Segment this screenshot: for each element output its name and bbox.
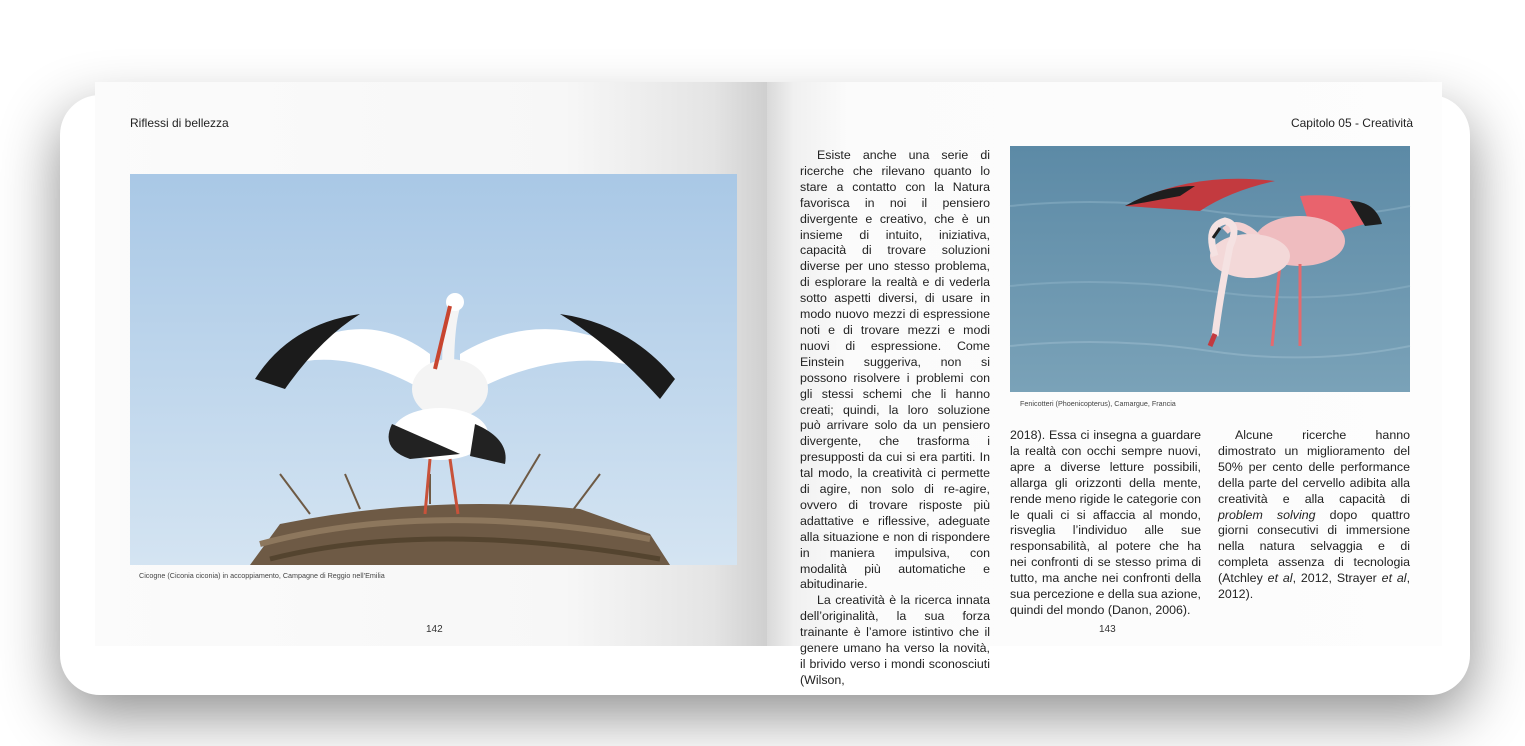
- text-column-3: [1218, 428, 1410, 603]
- running-head-right: Capitolo 05 - Creatività: [1290, 116, 1413, 130]
- flamingo-photo-caption: Fenicotteri (Phoenicopterus), Camargue, Francia: [1020, 399, 1176, 408]
- stork-photo: [130, 174, 737, 565]
- paragraph: Alcune ricerche hanno dimostrato un miglioramento del 50% per cento delle performance della parte del cervello adibita alla creatività e alla capacità di problem solving dopo quattro giorni consecutivi di immersione nella natura selvaggia e di completa assenza di tecnologia (Atchley et al, 2012, Strayer et al, 2012).: [1218, 428, 1411, 602]
- text-column-1: [800, 148, 990, 689]
- running-head-left: Riflessi di bellezza: [130, 116, 229, 130]
- left-page: [95, 82, 767, 646]
- text-column-2: [1010, 428, 1201, 619]
- paragraph: Esiste anche una serie di ricerche che rilevano quanto lo stare a contatto con la Natura favorisca in noi il pensiero divergente e creativo, che è un insieme di intuito, iniziativa, capacità di trovare soluzioni diverse per uno stesso problema, di esplorare la realtà e di vederla sotto aspetti diversi, di usare in modo nuovo mezzi di espressione noti e di trovare mezzi e modi nuovi di espressione. Come Einstein suggeriva, non si possono risolvere i problemi con gli stessi schemi che li hanno creati; quindi, la loro soluzione può arrivare solo da un pensiero divergente, che trasforma i presupposti da cui si era partiti. In tal modo, la creatività ci permette di agire, non solo di re-agire, ovvero di trovare risposte più adattative e riflessive, adeguate alla situazione e non di rispondere in maniera impulsiva, con modalità più automatiche e abitudinarie.: [800, 148, 990, 592]
- paragraph: 2018). Essa ci insegna a guardare la realtà con occhi sempre nuovi, apre a diverse letture possibili, allarga gli orizzonti della mente, rende meno rigide le categorie con le quali ci si affaccia al mondo, risveglia l’individuo alle sue responsabilità, al potere che ha nei confronti di se stesso prima di tutto, ma anche nei confronti della sua percezione e della sua azione, quindi del mondo (Danon, 2006).: [1010, 428, 1201, 617]
- page-number-right: 143: [1099, 624, 1116, 635]
- page-number-left: 142: [426, 624, 443, 635]
- stork-photo-caption: Cicogne (Ciconia ciconia) in accoppiamento, Campagne di Reggio nell’Emilia: [139, 571, 385, 580]
- right-page: [767, 82, 1442, 687]
- paragraph: La creatività è la ricerca innata dell’originalità, la sua forza trainante è l’amore istintivo che il genere umano ha verso la novità, il brivido verso i mondi sconosciuti (Wilson,: [800, 593, 990, 687]
- flamingo-photo: [1010, 146, 1410, 392]
